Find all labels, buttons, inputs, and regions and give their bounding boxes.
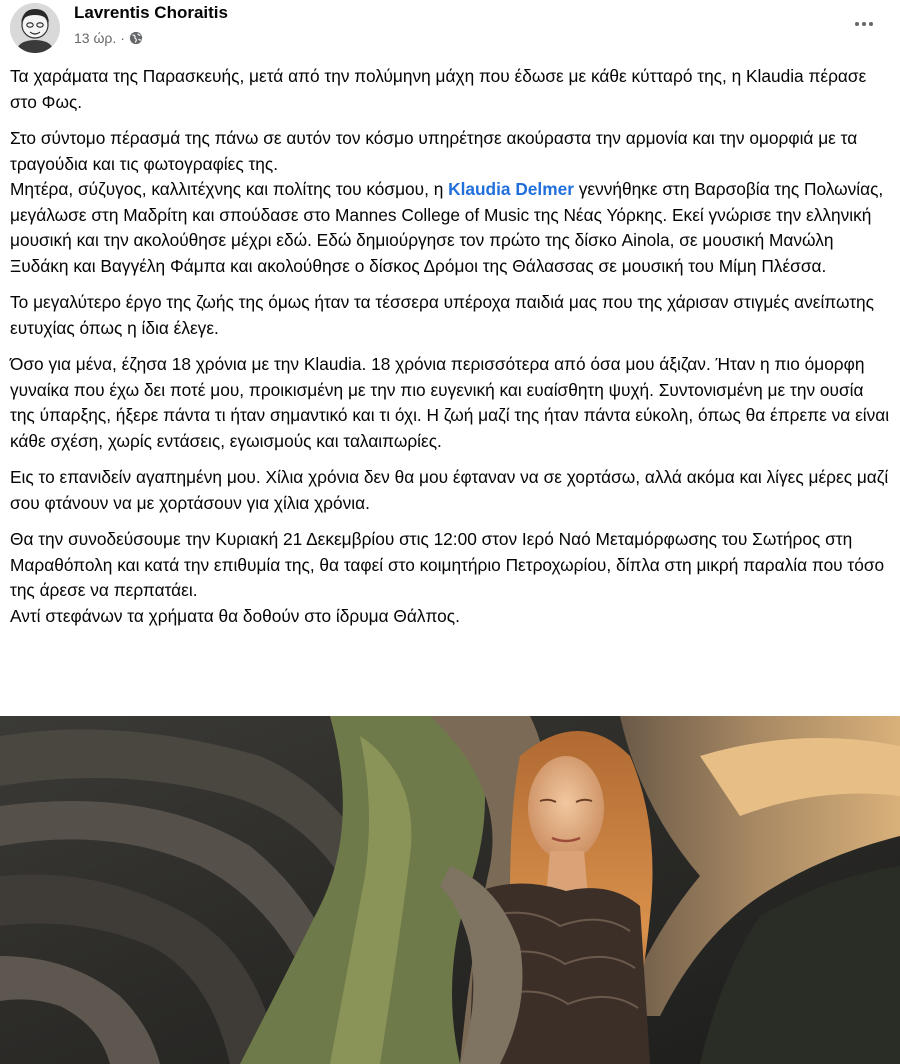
paragraph-2-text-before: Μητέρα, σύζυγος, καλλιτέχνης και πολίτης του κόσμου, η — [10, 179, 449, 199]
mention-link[interactable]: Klaudia Delmer — [448, 179, 574, 199]
paragraph-6-line-1: Θα την συνοδεύσουμε την Κυριακή 21 Δεκεμβρίου στις 12:00 στον Ιερό Ναό Μεταμόρφωσης του Σωτήρος στη Μαραθόπολη και κατά την επιθυμία της, θα ταφεί στο κοιμητήριο Πετροχωρίου, δίπλα στη μικρή παραλία που τόσο της άρεσε να περπατάει. — [10, 529, 885, 600]
post-text — [10, 64, 890, 640]
paragraph-4: Όσο για μένα, έζησα 18 χρόνια με την Klaudia. 18 χρόνια περισσότερα από όσα μου άξιζαν. Ήταν η πιο όμορφη γυναίκα που έχω δει ποτέ μου, προικισμένη με την πιο ευγενική και ευαίσθητη ψυχή. Συντονισμένη με την ουσία της ύπαρξης, ήξερε πάντα τι ήταν σημαντικό και τι όχι. Η ζωή μαζί της ήταν πάντα εύκολη, όπως θα έπρεπε να είναι κάθε σχέση, χωρίς εντάσεις, εγωισμούς και ταλαιπωρίες. — [10, 354, 890, 451]
profile-picture — [10, 3, 60, 53]
globe-icon[interactable] — [129, 31, 143, 45]
avatar[interactable] — [10, 3, 60, 53]
paragraph-6-line-2: Αντί στεφάνων τα χρήματα θα δοθούν στο ίδρυμα Θάλπος. — [10, 605, 460, 626]
paragraph-5: Εις το επανιδείν αγαπημένη μου. Χίλια χρόνια δεν θα μου έφταναν να σε χορτάσω, αλλά ακόμα και λίγες μέρες μαζί σου φτάνουν να με χορτάσουν για χίλια χρόνια. — [10, 467, 889, 513]
post-time[interactable]: 13 ώρ. — [74, 30, 117, 46]
paragraph-3: Το μεγαλύτερο έργο της ζωής της όμως ήταν τα τέσσερα υπέροχα παιδιά μας που της χάρισαν στιγμές ανείπωτης ευτυχίας όπως η ίδια έλεγε. — [10, 292, 875, 338]
paragraph-6 — [10, 527, 890, 629]
more-options-button[interactable] — [846, 10, 882, 38]
paragraph-2 — [10, 126, 890, 279]
meta-separator: · — [120, 30, 125, 46]
paragraph-2-line-1: Στο σύντομο πέρασμά της πάνω σε αυτόν τον κόσμο υπηρέτησε ακούραστα την αρμονία και την ομορφιά με τα τραγούδια και τις φωτογραφίες της. — [10, 128, 858, 174]
post-meta — [74, 30, 143, 46]
author-name[interactable]: Lavrentis Choraitis — [74, 3, 228, 22]
paragraph-2-text-after: γεννήθηκε στη Βαρσοβία της Πολωνίας, μεγάλωσε στη Μαδρίτη και σπούδασε στο Mannes College of Music της Νέας Υόρκης. Εκεί γνώρισε την ελληνική μουσική και την ακολούθησε μέχρι εδώ. Εδώ δημιούργησε τον πρώτο της δίσκο Ainola, σε μουσική Μανώλη Ξυδάκη και Βαγγέλη Φάμπα και ακολούθησε ο δίσκος Δρόμοι της Θάλασσας σε μουσική του Μίμη Πλέσσα. — [10, 179, 884, 276]
paragraph-1: Τα χαράματα της Παρασκευής, μετά από την πολύμηνη μάχη που έδωσε με κάθε κύτταρό της, η Klaudia πέρασε στο Φως. — [10, 66, 867, 112]
more-horizontal-icon — [855, 22, 859, 26]
photo-woman-in-tree — [0, 716, 900, 1064]
post-photo[interactable] — [0, 716, 900, 1064]
post-header — [0, 0, 900, 58]
